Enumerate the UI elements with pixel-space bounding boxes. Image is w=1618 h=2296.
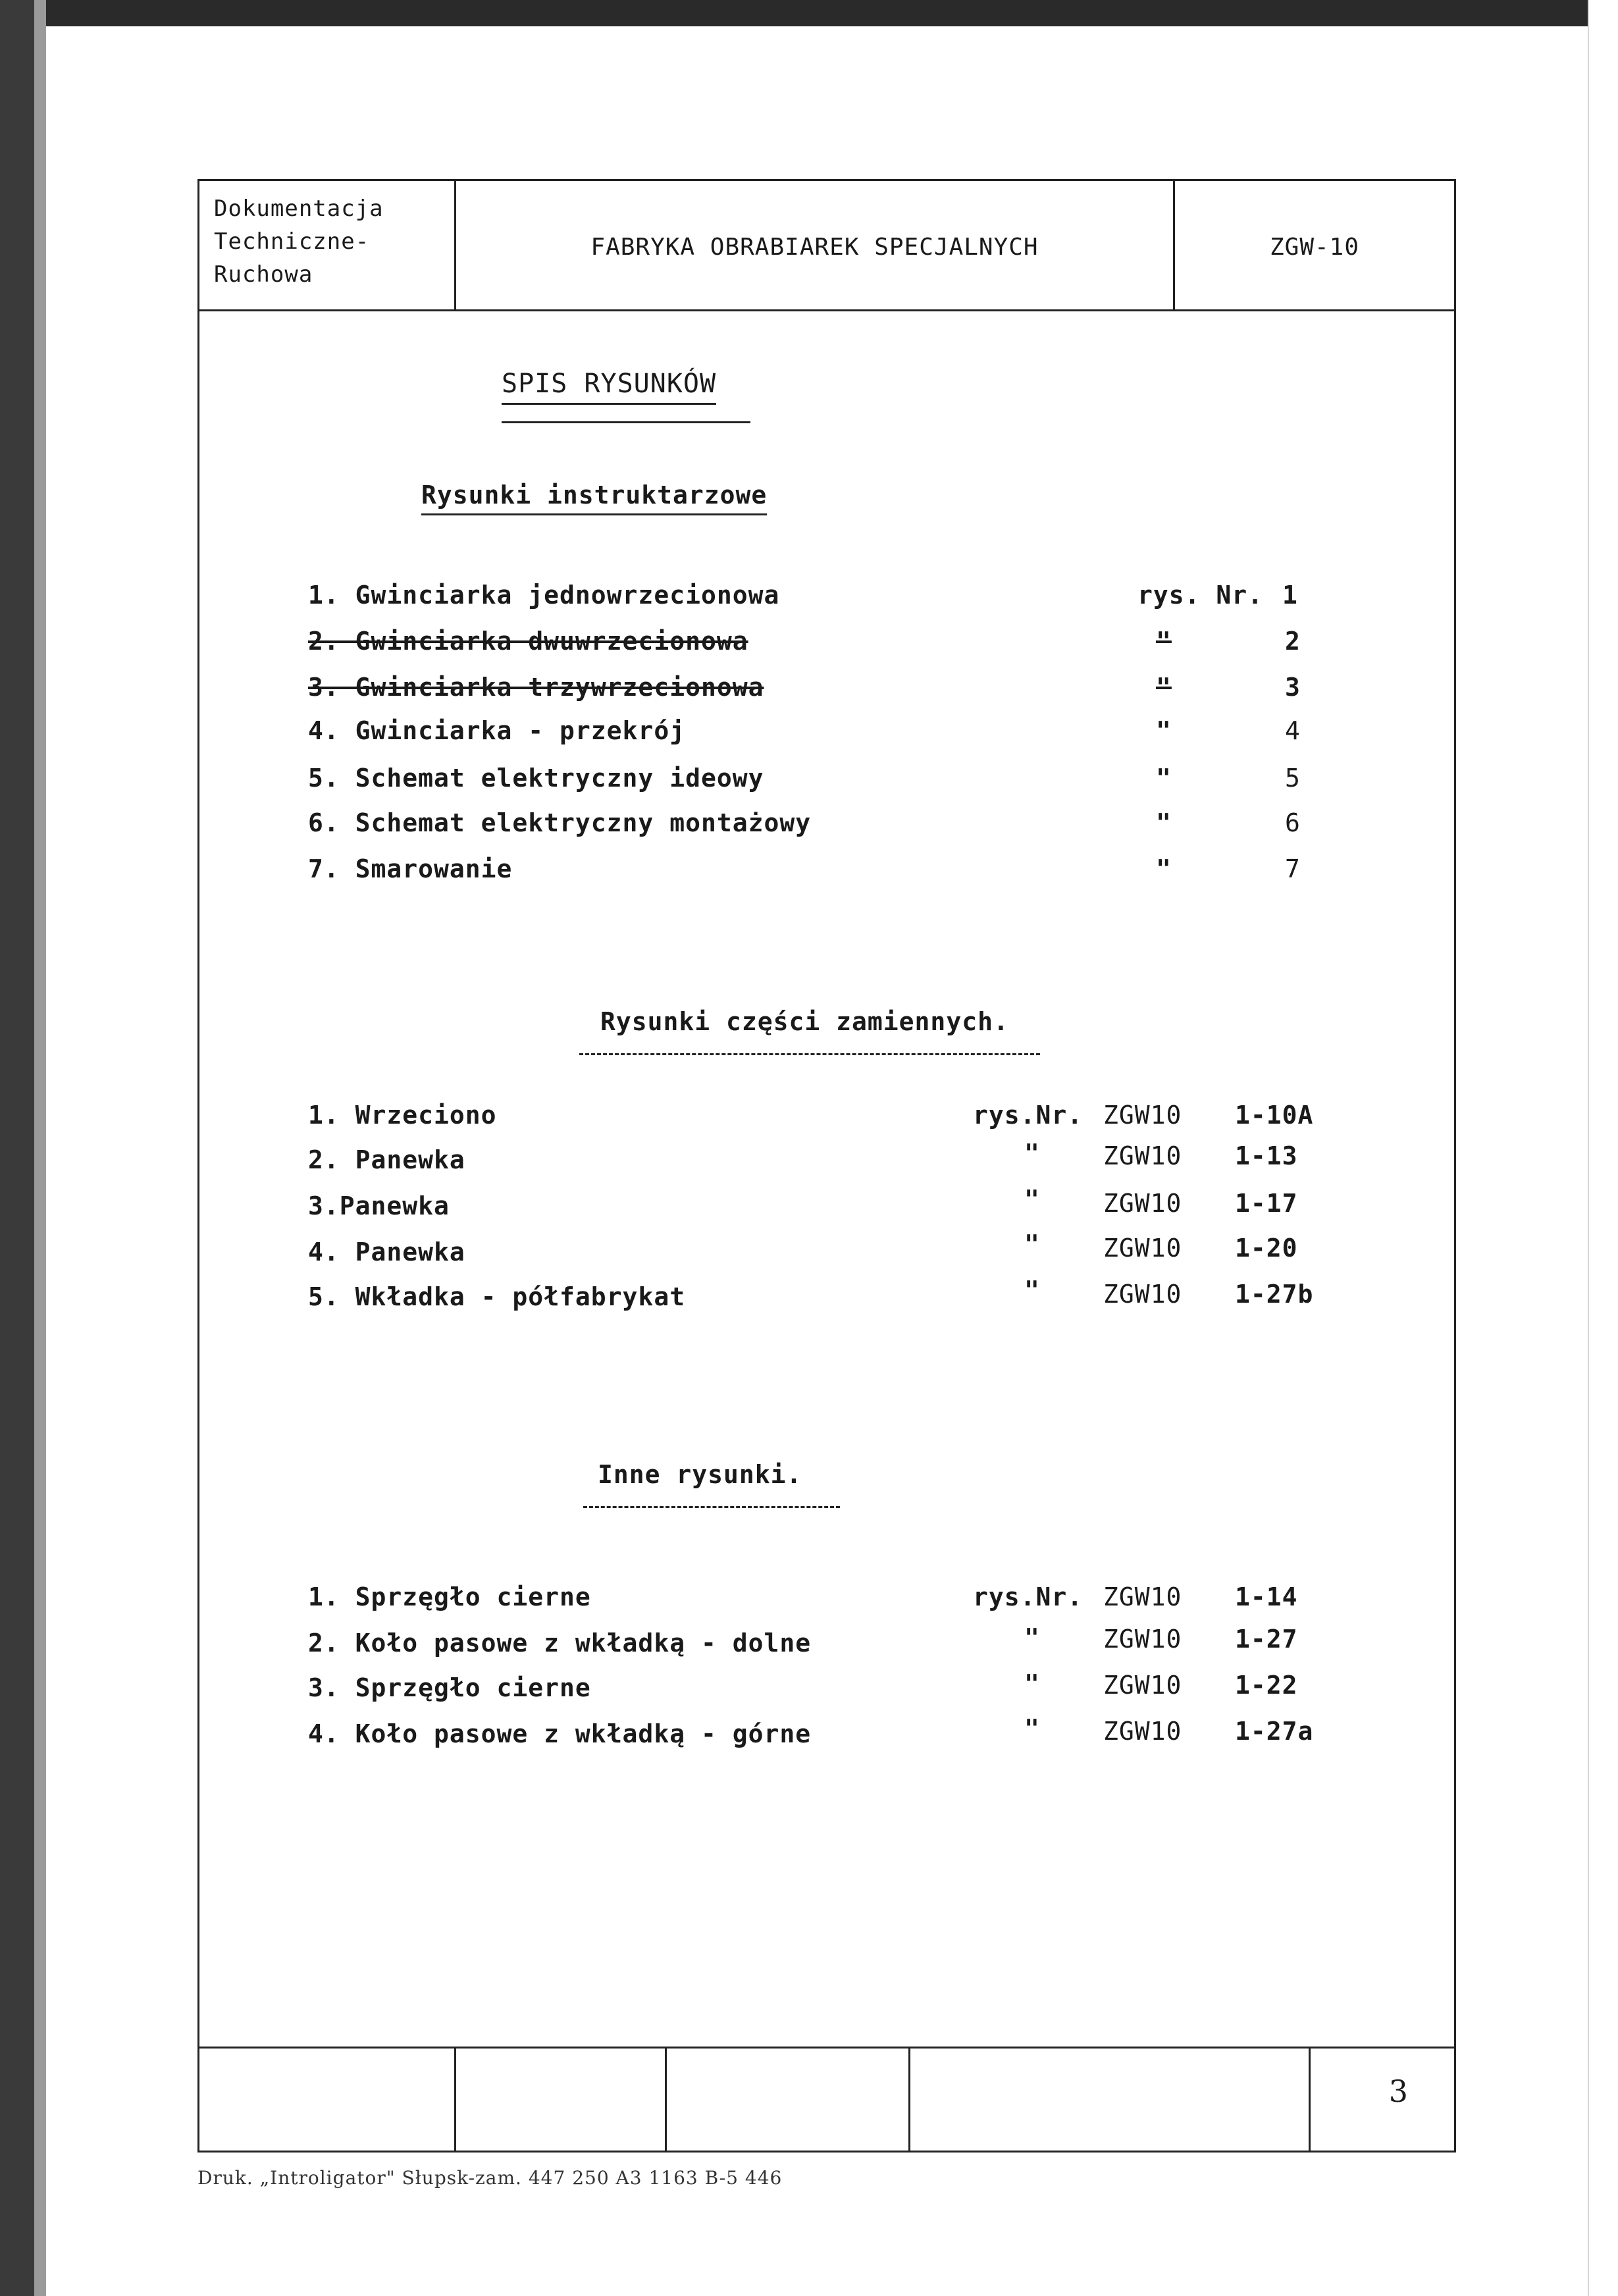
spare-item-2-name: 2. Panewka	[308, 1145, 465, 1174]
instr-item-2-ref: "	[1156, 627, 1172, 656]
spare-item-3-code: ZGW10	[1103, 1189, 1182, 1218]
other-item-2-code: ZGW10	[1103, 1625, 1182, 1654]
spare-item-4-code: ZGW10	[1103, 1234, 1182, 1263]
instr-item-6-num: 6	[1285, 808, 1301, 837]
instr-item-2-name: 2. Gwinciarka dwuwrzecionowa	[308, 627, 748, 656]
spare-item-2-code: ZGW10	[1103, 1141, 1182, 1170]
instr-item-7-ref: "	[1156, 854, 1172, 883]
instr-item-1-num: 1	[1282, 581, 1298, 610]
spare-item-4-ref: "	[1024, 1230, 1040, 1259]
instr-item-7-name: 7. Smarowanie	[308, 854, 513, 883]
instr-item-5-ref: "	[1156, 764, 1172, 793]
header-doc-type-line-3: Ruchowa	[214, 261, 313, 288]
instr-item-2-num: 2	[1285, 627, 1301, 656]
instr-item-1-ref: rys. Nr.	[1137, 581, 1264, 610]
page-title: SPIS RYSUNKÓW	[502, 369, 716, 405]
other-item-3-ref: "	[1024, 1669, 1040, 1698]
spare-item-5-code: ZGW10	[1103, 1280, 1182, 1309]
printer-imprint: Druk. „Introligator" Słupsk-zam. 447 250 A3 1163 B-5 446	[197, 2167, 783, 2189]
other-item-2-name: 2. Koło pasowe z wkładką - dolne	[308, 1629, 812, 1657]
instr-item-5-num: 5	[1285, 764, 1301, 793]
spare-item-5-num: 1-27b	[1235, 1280, 1314, 1309]
other-item-2-num: 1-27	[1235, 1625, 1298, 1654]
footer-cell-3	[667, 2048, 910, 2151]
scan-border-left-inner	[34, 0, 46, 2296]
spare-item-2-num: 1-13	[1235, 1141, 1298, 1170]
other-item-1-num: 1-14	[1235, 1582, 1298, 1611]
section-heading-other: Inne rysunki.	[598, 1460, 802, 1489]
instr-item-3-name: 3. Gwinciarka trzywrzecionowa	[308, 673, 764, 702]
footer-cell-1	[199, 2048, 456, 2151]
header-model-code: ZGW-10	[1269, 234, 1360, 261]
other-item-3-num: 1-22	[1235, 1671, 1298, 1700]
header-factory	[456, 181, 1175, 309]
instr-item-6-ref: "	[1156, 808, 1172, 837]
other-item-2-ref: "	[1024, 1623, 1040, 1652]
header-factory-name: FABRYKA OBRABIAREK SPECJALNYCH	[590, 234, 1039, 261]
scan-border-top	[0, 0, 1618, 26]
other-item-4-num: 1-27a	[1235, 1717, 1314, 1746]
other-item-3-name: 3. Sprzęgło cierne	[308, 1673, 591, 1702]
instr-item-4-ref: "	[1156, 716, 1172, 745]
other-item-4-ref: "	[1024, 1714, 1040, 1743]
scan-border-right	[1588, 0, 1618, 2296]
other-item-1-name: 1. Sprzęgło cierne	[308, 1582, 591, 1611]
footer-cell-4	[910, 2048, 1311, 2151]
section-heading-spare-parts: Rysunki części zamiennych.	[600, 1007, 1009, 1036]
instr-item-3-num: 3	[1285, 673, 1301, 702]
other-item-1-ref: rys.Nr.	[973, 1582, 1083, 1611]
spare-item-4-name: 4. Panewka	[308, 1238, 465, 1266]
header-doc-type-line-1: Dokumentacja	[214, 196, 384, 222]
page-number: 3	[1388, 2074, 1408, 2109]
instr-item-5-name: 5. Schemat elektryczny ideowy	[308, 764, 764, 793]
footer-row	[199, 2047, 1454, 2151]
other-item-1-code: ZGW10	[1103, 1582, 1182, 1611]
spare-parts-underline	[579, 1053, 1040, 1055]
instr-item-1-name: 1. Gwinciarka jednowrzecionowa	[308, 581, 780, 610]
spare-item-3-num: 1-17	[1235, 1189, 1298, 1218]
spare-item-2-ref: "	[1024, 1139, 1040, 1168]
spare-item-4-num: 1-20	[1235, 1234, 1298, 1263]
spare-item-5-ref: "	[1024, 1276, 1040, 1305]
spare-item-1-name: 1. Wrzeciono	[308, 1101, 497, 1130]
header-doc-type-line-2: Techniczne-	[214, 228, 370, 255]
spare-item-3-ref: "	[1024, 1185, 1040, 1214]
other-item-3-code: ZGW10	[1103, 1671, 1182, 1700]
section-heading-instructional: Rysunki instruktarzowe	[421, 481, 767, 515]
scan-border-left	[0, 0, 34, 2296]
instr-item-3-ref: "	[1156, 673, 1172, 702]
instr-item-7-num: 7	[1285, 854, 1301, 883]
header-doc-type	[199, 181, 456, 309]
header-model	[1175, 181, 1454, 309]
other-underline	[583, 1506, 840, 1508]
instr-item-6-name: 6. Schemat elektryczny montażowy	[308, 808, 812, 837]
title-double-underline	[502, 421, 750, 423]
spare-item-1-code: ZGW10	[1103, 1101, 1182, 1130]
other-item-4-code: ZGW10	[1103, 1717, 1182, 1746]
other-item-4-name: 4. Koło pasowe z wkładką - górne	[308, 1719, 812, 1748]
spare-item-1-num: 1-10A	[1235, 1101, 1314, 1130]
header-row	[199, 181, 1454, 311]
footer-cell-2	[456, 2048, 667, 2151]
spare-item-3-name: 3.Panewka	[308, 1191, 450, 1220]
instr-item-4-num: 4	[1285, 716, 1301, 745]
spare-item-1-ref: rys.Nr.	[973, 1101, 1083, 1130]
instr-item-4-name: 4. Gwinciarka - przekrój	[308, 716, 686, 745]
spare-item-5-name: 5. Wkładka - półfabrykat	[308, 1282, 686, 1311]
